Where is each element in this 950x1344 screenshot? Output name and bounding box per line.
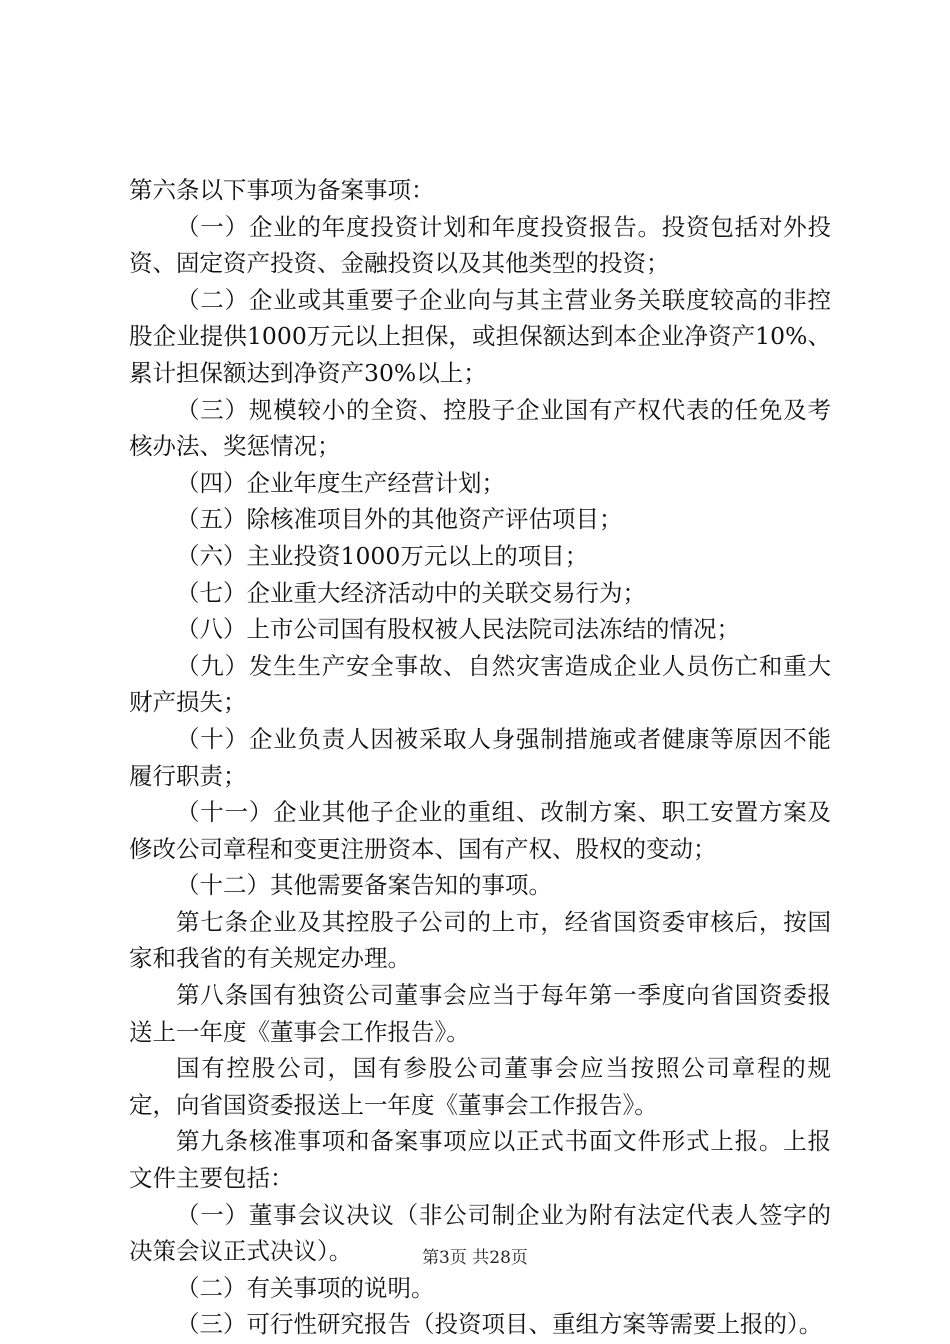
- body-paragraph: 国有控股公司，国有参股公司董事会应当按照公司章程的规定，向省国资委报送上一年度《董事会工作报告》。: [129, 1054, 831, 1119]
- list-item: （五）除核准项目外的其他资产评估项目；: [176, 505, 623, 534]
- list-item: （六）主业投资1000万元以上的项目；: [176, 541, 589, 570]
- list-item: （十一）企业其他子企业的重组、改制方案、职工安置方案及修改公司章程和变更注册资本、国有产权、股权的变动；: [129, 798, 831, 863]
- article-7-paragraph: 第七条企业及其控股子公司的上市，经省国资委审核后，按国家和我省的有关规定办理。: [129, 907, 831, 973]
- article-9-paragraph: 第九条核准事项和备案事项应以正式书面文件形式上报。上报文件主要包括：: [129, 1127, 831, 1193]
- list-item: （二）有关事项的说明。: [176, 1273, 435, 1302]
- article-6-heading: 第六条以下事项为备案事项：: [129, 176, 435, 204]
- list-item: （一）董事会议决议（非公司制企业为附有法定代表人签字的决策会议正式决议）。: [129, 1200, 831, 1266]
- list-item: （三）可行性研究报告（投资项目、重组方案等需要上报的）。: [176, 1310, 823, 1339]
- list-item: （十二）其他需要备案告知的事项。: [176, 871, 552, 900]
- list-item: （八）上市公司国有股权被人民法院司法冻结的情况；: [176, 615, 740, 644]
- page-number-footer: 第3页 共28页: [422, 1248, 528, 1268]
- article-8-paragraph: 第八条国有独资公司董事会应当于每年第一季度向省国资委报送上一年度《董事会工作报告》。: [129, 981, 831, 1046]
- list-item: （四）企业年度生产经营计划；: [176, 468, 505, 497]
- list-item: （二）企业或其重要子企业向与其主营业务关联度较高的非控股企业提供1000万元以上担保，或担保额达到本企业净资产10%、累计担保额达到净资产30%以上；: [129, 285, 831, 387]
- list-item: （九）发生生产安全事故、自然灾害造成企业人员伤亡和重大财产损失；: [129, 651, 831, 717]
- list-item: （三）规模较小的全资、控股子企业国有产权代表的任免及考核办法、奖惩情况；: [129, 395, 831, 461]
- list-item: （一）企业的年度投资计划和年度投资报告。投资包括对外投资、固定资产投资、金融投资以及其他类型的投资；: [129, 212, 831, 278]
- document-body: [129, 172, 831, 1343]
- list-item: （七）企业重大经济活动中的关联交易行为；: [176, 578, 646, 607]
- list-item: （十）企业负责人因被采取人身强制措施或者健康等原因不能履行职责；: [129, 724, 831, 790]
